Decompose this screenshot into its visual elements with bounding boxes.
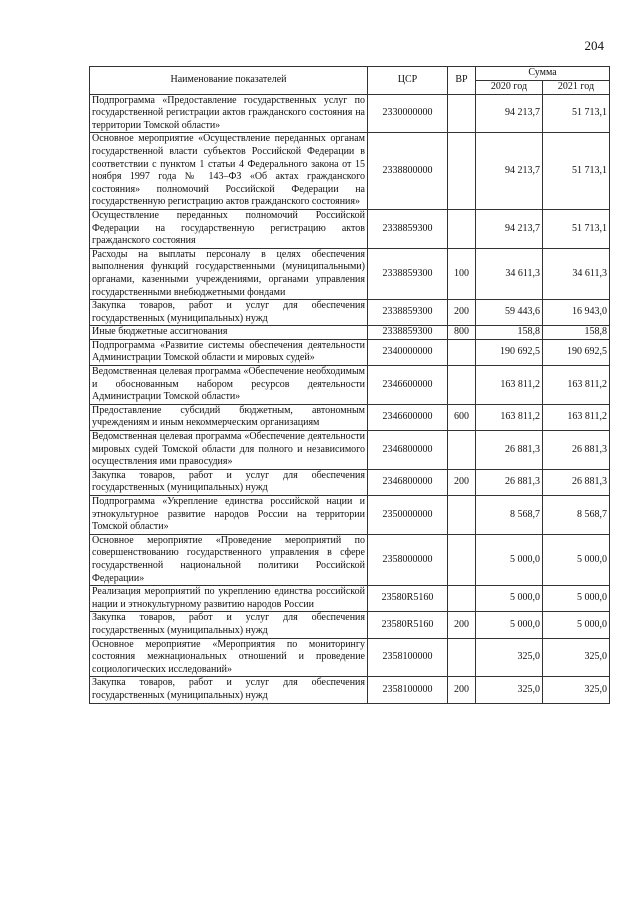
table-body: [90, 94, 610, 703]
row-name-cell: Закупка товаров, работ и услуг для обеспечения государственных (муниципальных) нужд: [90, 677, 368, 703]
table-row: [90, 326, 610, 340]
row-csr-cell: 2340000000: [368, 339, 448, 365]
header-sum: Сумма: [476, 67, 610, 81]
row-name-cell: Основное мероприятие «Проведение мероприятий по совершенствованию государственного управления в сфере государственной национальной политики Российской Федерации»: [90, 534, 368, 585]
row-csr-cell: 2338800000: [368, 133, 448, 210]
table-row: [90, 431, 610, 470]
row-csr-cell: 2338859300: [368, 326, 448, 340]
row-amount-2020-cell: 59 443,6: [476, 300, 543, 326]
row-amount-2020-cell: 158,8: [476, 326, 543, 340]
table-row: [90, 209, 610, 248]
row-amount-2021-cell: 5 000,0: [543, 586, 610, 612]
row-csr-cell: 2338859300: [368, 248, 448, 299]
row-amount-2020-cell: 163 811,2: [476, 366, 543, 405]
header-year-2021: 2021 год: [543, 80, 610, 94]
row-amount-2021-cell: 34 611,3: [543, 248, 610, 299]
row-amount-2021-cell: 26 881,3: [543, 431, 610, 470]
table-row: [90, 300, 610, 326]
row-csr-cell: 2350000000: [368, 496, 448, 535]
row-amount-2020-cell: 26 881,3: [476, 469, 543, 495]
row-vr-cell: [448, 366, 476, 405]
row-vr-cell: [448, 534, 476, 585]
row-csr-cell: 23580R5160: [368, 586, 448, 612]
row-amount-2020-cell: 26 881,3: [476, 431, 543, 470]
row-vr-cell: 200: [448, 677, 476, 703]
table-row: [90, 677, 610, 703]
row-csr-cell: 2330000000: [368, 94, 448, 133]
header-year-2020: 2020 год: [476, 80, 543, 94]
row-amount-2020-cell: 190 692,5: [476, 339, 543, 365]
row-vr-cell: [448, 496, 476, 535]
header-name: Наименование показателей: [90, 67, 368, 95]
row-csr-cell: 2346600000: [368, 404, 448, 430]
row-name-cell: Расходы на выплаты персоналу в целях обеспечения выполнения функций государственными (муниципальными) органами, казенными учреждениями, органами управления государственными внебюджетными фондами: [90, 248, 368, 299]
table-row: [90, 133, 610, 210]
table-row: [90, 638, 610, 677]
row-csr-cell: 2346800000: [368, 431, 448, 470]
row-csr-cell: 23580R5160: [368, 612, 448, 638]
table-row: [90, 612, 610, 638]
row-name-cell: Основное мероприятие «Осуществление переданных органам государственной власти субъектов Российской Федерации в соответствии с пунктом 1 статьи 4 Федерального закона от 15 ноября 1997 года № 143–ФЗ «Об актах гражданского состояния» полномочий Российской Федерации на государственную регистрацию актов гражданского состояния»: [90, 133, 368, 210]
row-csr-cell: 2346800000: [368, 469, 448, 495]
table-row: [90, 94, 610, 133]
table-row: [90, 469, 610, 495]
row-vr-cell: [448, 133, 476, 210]
row-csr-cell: 2338859300: [368, 300, 448, 326]
row-amount-2021-cell: 51 713,1: [543, 209, 610, 248]
page-number: 204: [584, 38, 604, 53]
row-csr-cell: 2338859300: [368, 209, 448, 248]
row-name-cell: Закупка товаров, работ и услуг для обеспечения государственных (муниципальных) нужд: [90, 612, 368, 638]
table-row: [90, 404, 610, 430]
row-csr-cell: 2346600000: [368, 366, 448, 405]
row-name-cell: Ведомственная целевая программа «Обеспечение деятельности мировых судей Томской области для полного и независимого осуществления ими правосудия»: [90, 431, 368, 470]
row-name-cell: Закупка товаров, работ и услуг для обеспечения государственных (муниципальных) нужд: [90, 469, 368, 495]
row-amount-2020-cell: 34 611,3: [476, 248, 543, 299]
row-name-cell: Подпрограмма «Укрепление единства российской нации и этнокультурное развитие народов России на территории Томской области»: [90, 496, 368, 535]
table-row: [90, 248, 610, 299]
row-name-cell: Ведомственная целевая программа «Обеспечение необходимым и обоснованным набором ресурсов деятельности Администрации Томской области»: [90, 366, 368, 405]
row-amount-2021-cell: 16 943,0: [543, 300, 610, 326]
row-amount-2021-cell: 51 713,1: [543, 133, 610, 210]
table-row: [90, 586, 610, 612]
row-amount-2021-cell: 5 000,0: [543, 534, 610, 585]
row-vr-cell: 200: [448, 469, 476, 495]
row-vr-cell: [448, 586, 476, 612]
table-row: [90, 366, 610, 405]
table-row: [90, 339, 610, 365]
row-amount-2021-cell: 190 692,5: [543, 339, 610, 365]
row-vr-cell: [448, 209, 476, 248]
row-amount-2020-cell: 94 213,7: [476, 209, 543, 248]
row-amount-2020-cell: 325,0: [476, 677, 543, 703]
row-amount-2021-cell: 325,0: [543, 677, 610, 703]
row-name-cell: Предоставление субсидий бюджетным, автономным учреждениям и иным некоммерческим организациям: [90, 404, 368, 430]
row-vr-cell: 200: [448, 612, 476, 638]
row-vr-cell: [448, 339, 476, 365]
row-name-cell: Основное мероприятие «Мероприятия по мониторингу состояния межнациональных отношений и проведение социологических исследований»: [90, 638, 368, 677]
row-amount-2021-cell: 51 713,1: [543, 94, 610, 133]
row-amount-2020-cell: 5 000,0: [476, 534, 543, 585]
row-name-cell: Подпрограмма «Предоставление государственных услуг по государственной регистрации актов гражданского состояния на территории Томской области»: [90, 94, 368, 133]
row-amount-2020-cell: 94 213,7: [476, 133, 543, 210]
row-csr-cell: 2358100000: [368, 677, 448, 703]
row-amount-2021-cell: 325,0: [543, 638, 610, 677]
row-amount-2020-cell: 94 213,7: [476, 94, 543, 133]
row-csr-cell: 2358000000: [368, 534, 448, 585]
row-name-cell: Осуществление переданных полномочий Российской Федерации на государственную регистрацию актов гражданского состояния: [90, 209, 368, 248]
row-amount-2020-cell: 8 568,7: [476, 496, 543, 535]
table-row: [90, 534, 610, 585]
row-vr-cell: [448, 638, 476, 677]
header-vr: ВР: [448, 67, 476, 95]
row-amount-2020-cell: 5 000,0: [476, 586, 543, 612]
row-vr-cell: 100: [448, 248, 476, 299]
table-row: [90, 496, 610, 535]
row-amount-2020-cell: 325,0: [476, 638, 543, 677]
row-vr-cell: [448, 431, 476, 470]
row-amount-2021-cell: 163 811,2: [543, 404, 610, 430]
row-amount-2021-cell: 26 881,3: [543, 469, 610, 495]
row-amount-2020-cell: 163 811,2: [476, 404, 543, 430]
row-name-cell: Иные бюджетные ассигнования: [90, 326, 368, 340]
row-name-cell: Реализация мероприятий по укреплению единства российской нации и этнокультурному развитию народов России: [90, 586, 368, 612]
row-amount-2021-cell: 163 811,2: [543, 366, 610, 405]
row-amount-2021-cell: 158,8: [543, 326, 610, 340]
row-amount-2021-cell: 5 000,0: [543, 612, 610, 638]
budget-table: [89, 66, 610, 704]
row-vr-cell: 600: [448, 404, 476, 430]
row-vr-cell: 800: [448, 326, 476, 340]
row-amount-2021-cell: 8 568,7: [543, 496, 610, 535]
row-amount-2020-cell: 5 000,0: [476, 612, 543, 638]
row-name-cell: Подпрограмма «Развитие системы обеспечения деятельности Администрации Томской области и мировых судей»: [90, 339, 368, 365]
header-csr: ЦСР: [368, 67, 448, 95]
row-name-cell: Закупка товаров, работ и услуг для обеспечения государственных (муниципальных) нужд: [90, 300, 368, 326]
row-vr-cell: [448, 94, 476, 133]
row-vr-cell: 200: [448, 300, 476, 326]
row-csr-cell: 2358100000: [368, 638, 448, 677]
